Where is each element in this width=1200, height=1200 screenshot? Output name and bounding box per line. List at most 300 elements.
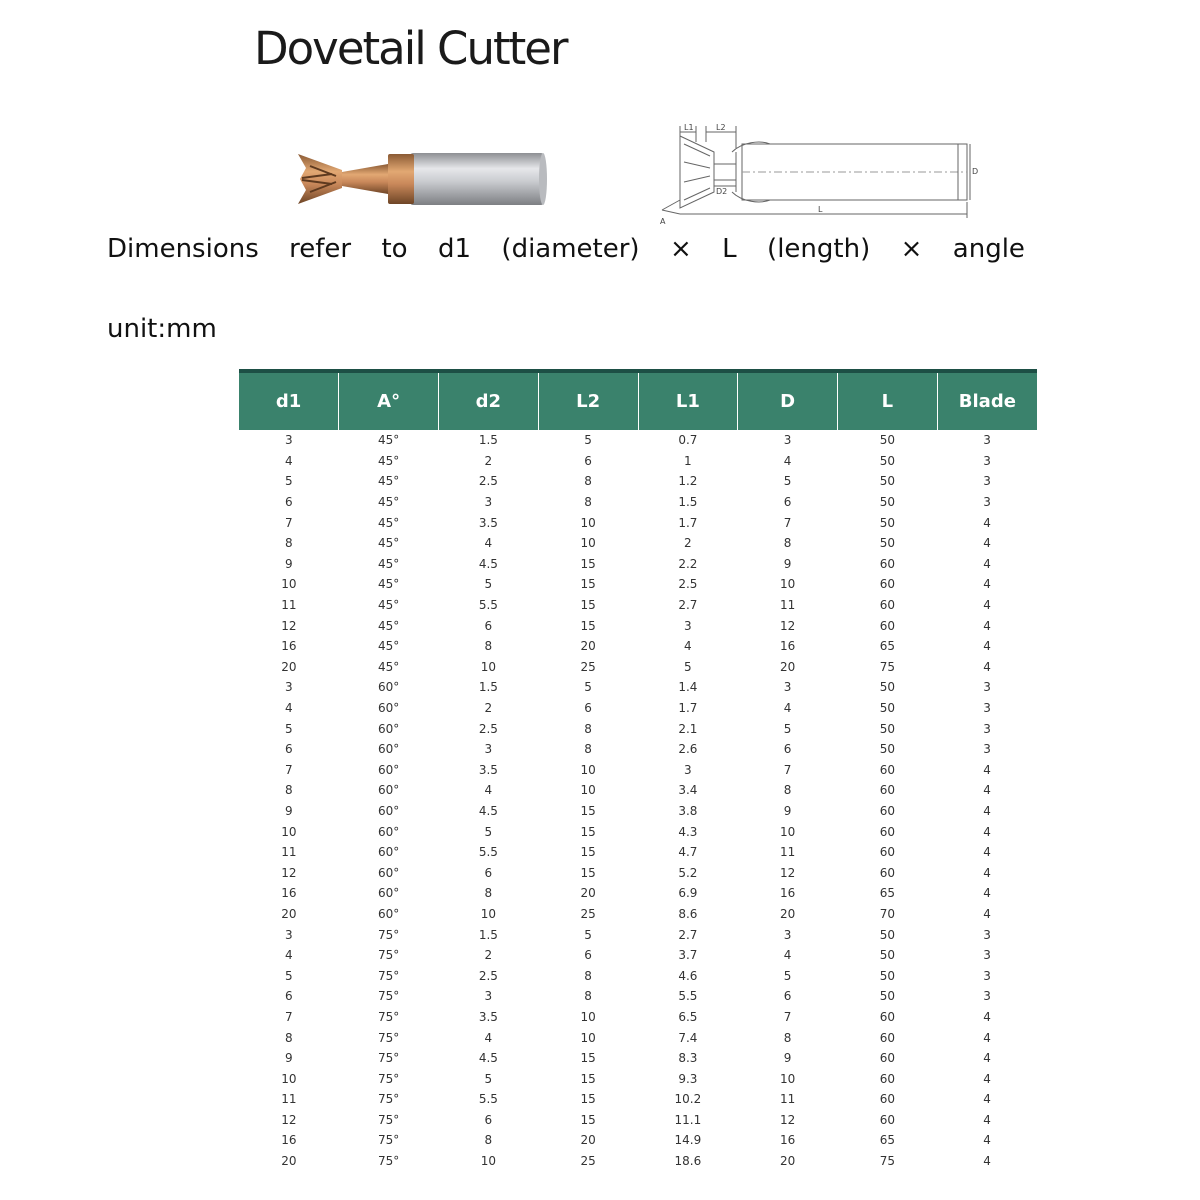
table-cell: 5: [285, 968, 293, 983]
table-cell: 60°: [377, 783, 400, 798]
table-cell: 7: [783, 515, 792, 530]
table-cell: 5: [584, 927, 592, 942]
table-cell: 10.2: [674, 1092, 702, 1107]
table-cell: 5.2: [678, 865, 698, 880]
table-cell: 8: [584, 721, 592, 736]
table-row: [239, 904, 1037, 925]
table-cell: 7.4: [678, 1030, 698, 1045]
table-cell: 11: [779, 1092, 796, 1107]
table-cell: 8: [584, 474, 592, 489]
table-cell: 45°: [377, 618, 400, 633]
column-header: L1: [638, 373, 738, 430]
table-cell: 60°: [377, 762, 400, 777]
table-body: [239, 430, 1037, 1171]
dovetail-cutter-drawing: [640, 118, 985, 228]
table-cell: 3: [783, 433, 792, 448]
table-cell: 15: [580, 803, 596, 818]
table-cell: 20: [281, 659, 297, 674]
table-cell: 4.5: [478, 803, 498, 818]
table-cell: 50: [879, 701, 896, 716]
table-cell: 2.5: [678, 577, 698, 592]
table-cell: 50: [879, 515, 896, 530]
table-cell: 50: [879, 989, 896, 1004]
dimensions-word: d1: [437, 234, 472, 264]
table-cell: 2: [484, 453, 493, 468]
table-cell: 8: [584, 742, 592, 757]
table-cell: 60°: [377, 865, 400, 880]
table-cell: 4.5: [478, 556, 498, 571]
table-cell: 3: [684, 618, 692, 633]
table-cell: 5: [783, 721, 792, 736]
table-cell: 12: [281, 865, 297, 880]
table-cell: 60°: [377, 680, 400, 695]
table-row: [239, 492, 1037, 513]
table-cell: 8: [584, 495, 592, 510]
table-cell: 3: [983, 495, 991, 510]
table-cell: 9.3: [678, 1071, 698, 1086]
table-cell: 10: [281, 577, 297, 592]
table-cell: 4: [484, 536, 493, 551]
table-cell: 45°: [377, 495, 400, 510]
table-cell: 60: [879, 556, 896, 571]
dimensions-word: L: [722, 234, 737, 264]
table-cell: 9: [783, 556, 792, 571]
table-cell: 60°: [377, 886, 400, 901]
table-cell: 60: [879, 762, 896, 777]
table-cell: 9: [285, 556, 293, 571]
table-cell: 0.7: [678, 433, 698, 448]
table-cell: 3: [484, 742, 493, 757]
table-cell: 1.7: [678, 515, 698, 530]
table-cell: 20: [580, 886, 596, 901]
table-cell: 4: [983, 845, 991, 860]
table-cell: 15: [580, 618, 596, 633]
table-cell: 4: [484, 783, 493, 798]
table-cell: 5: [783, 474, 792, 489]
table-cell: 25: [580, 906, 596, 921]
table-cell: 3.8: [678, 803, 698, 818]
table-cell: 8: [783, 536, 792, 551]
table-cell: 1.5: [478, 680, 498, 695]
table-cell: 10: [480, 906, 497, 921]
table-cell: 10: [480, 1154, 497, 1169]
table-cell: 8: [285, 783, 293, 798]
table-cell: 3: [983, 721, 991, 736]
column-header: A°: [339, 373, 439, 430]
table-cell: 12: [779, 618, 796, 633]
table-row: [239, 780, 1037, 801]
table-cell: 4: [783, 453, 792, 468]
table-row: [239, 554, 1037, 575]
table-cell: 11: [281, 1092, 297, 1107]
table-cell: 50: [879, 927, 896, 942]
table-cell: 75°: [377, 1051, 400, 1066]
table-cell: 60°: [377, 742, 400, 757]
table-cell: 5: [584, 680, 592, 695]
table-cell: 6.5: [678, 1009, 698, 1024]
table-cell: 45°: [377, 453, 400, 468]
table-header-row: [239, 373, 1037, 430]
table-cell: 2.2: [678, 556, 698, 571]
table-cell: 10: [580, 783, 596, 798]
column-header: Blade: [937, 373, 1037, 430]
table-cell: 45°: [377, 598, 400, 613]
table-row: [239, 821, 1037, 842]
table-row: [239, 945, 1037, 966]
table-cell: 75°: [377, 1133, 400, 1148]
table-cell: 9: [285, 1051, 293, 1066]
table-cell: 3: [285, 433, 293, 448]
table-row: [239, 739, 1037, 760]
table-cell: 4: [983, 659, 991, 674]
table-cell: 4.6: [678, 968, 698, 983]
table-cell: 6: [484, 865, 493, 880]
table-cell: 15: [580, 556, 596, 571]
table-cell: 20: [779, 1154, 796, 1169]
table-row: [239, 965, 1037, 986]
table-cell: 65: [879, 639, 896, 654]
table-cell: 8: [484, 639, 493, 654]
d2-label: D2: [716, 187, 728, 196]
table-cell: 8: [584, 989, 592, 1004]
table-cell: 3: [783, 927, 792, 942]
table-cell: 10: [580, 536, 596, 551]
table-cell: 20: [580, 1133, 596, 1148]
table-cell: 10: [281, 824, 297, 839]
table-cell: 4: [983, 1112, 991, 1127]
dimensions-word: to: [381, 234, 408, 264]
table-cell: 20: [779, 659, 796, 674]
table-row: [239, 636, 1037, 657]
table-cell: 14.9: [674, 1133, 702, 1148]
table-cell: 50: [879, 536, 896, 551]
table-cell: 3: [983, 989, 991, 1004]
table-cell: 20: [281, 1154, 297, 1169]
table-cell: 18.6: [674, 1154, 702, 1169]
table-cell: 4: [983, 1051, 991, 1066]
table-cell: 4: [983, 803, 991, 818]
table-cell: 4: [285, 453, 293, 468]
dimensions-word: (diameter): [501, 234, 640, 264]
table-cell: 6: [285, 989, 293, 1004]
table-cell: 12: [779, 865, 796, 880]
table-cell: 4: [983, 1030, 991, 1045]
table-cell: 6: [584, 701, 592, 716]
table-row: [239, 533, 1037, 554]
table-cell: 60: [879, 865, 896, 880]
table-cell: 60: [879, 783, 896, 798]
table-cell: 1.5: [678, 495, 698, 510]
table-cell: 25: [580, 659, 596, 674]
column-header: L: [838, 373, 938, 430]
table-cell: 45°: [377, 577, 400, 592]
table-row: [239, 1027, 1037, 1048]
table-cell: 4: [983, 886, 991, 901]
table-row: [239, 615, 1037, 636]
table-cell: 15: [580, 1092, 596, 1107]
table-cell: 4: [983, 906, 991, 921]
table-cell: 75°: [377, 1071, 400, 1086]
table-cell: 10: [480, 659, 497, 674]
table-cell: 5: [484, 824, 493, 839]
table-cell: 50: [879, 742, 896, 757]
table-cell: 10: [779, 824, 796, 839]
table-cell: 75: [879, 659, 896, 674]
l2-label: L2: [716, 123, 726, 132]
table-cell: 4: [684, 639, 692, 654]
table-cell: 9: [783, 1051, 792, 1066]
table-cell: 4: [983, 824, 991, 839]
table-cell: 3: [783, 680, 792, 695]
table-cell: 15: [580, 845, 596, 860]
table-cell: 11: [779, 598, 796, 613]
table-row: [239, 883, 1037, 904]
table-cell: 3: [983, 680, 991, 695]
dimensions-word: refer: [289, 234, 352, 264]
table-cell: 60: [879, 824, 896, 839]
table-cell: 4: [983, 762, 991, 777]
table-cell: 50: [879, 453, 896, 468]
dimensions-word: Dimensions: [107, 234, 259, 264]
dovetail-cutter-photo: [292, 150, 548, 208]
table-cell: 6: [783, 742, 792, 757]
table-row: [239, 842, 1037, 863]
table-cell: 6: [584, 453, 592, 468]
table-cell: 15: [580, 824, 596, 839]
table-cell: 60°: [377, 824, 400, 839]
table-cell: 3: [983, 701, 991, 716]
table-row: [239, 986, 1037, 1007]
table-cell: 2.6: [678, 742, 698, 757]
dimensions-word: ×: [669, 234, 692, 264]
table-cell: 65: [879, 886, 896, 901]
table-cell: 45°: [377, 515, 400, 530]
table-row: [239, 471, 1037, 492]
table-cell: 3: [983, 474, 991, 489]
table-cell: 4: [983, 1133, 991, 1148]
table-row: [239, 1089, 1037, 1110]
table-row: [239, 1151, 1037, 1172]
table-cell: 60: [879, 1030, 896, 1045]
table-cell: 4: [983, 1009, 991, 1024]
table-cell: 3: [684, 762, 692, 777]
table-cell: 3: [983, 968, 991, 983]
table-cell: 10: [580, 762, 596, 777]
table-cell: 3: [983, 453, 991, 468]
table-cell: 60°: [377, 803, 400, 818]
table-row: [239, 1007, 1037, 1028]
table-cell: 2.5: [478, 474, 498, 489]
table-cell: 7: [285, 762, 293, 777]
page-title: Dovetail Cutter: [254, 22, 567, 75]
table-cell: 3.4: [678, 783, 698, 798]
table-cell: 60: [879, 1092, 896, 1107]
table-cell: 25: [580, 1154, 596, 1169]
table-cell: 70: [879, 906, 896, 921]
table-cell: 1: [684, 453, 692, 468]
table-row: [239, 1130, 1037, 1151]
table-cell: 4: [783, 701, 792, 716]
table-cell: 2: [684, 536, 692, 551]
table-cell: 4: [983, 536, 991, 551]
table-cell: 15: [580, 865, 596, 880]
table-cell: 7: [783, 1009, 792, 1024]
table-cell: 3.7: [678, 948, 698, 963]
table-cell: 75°: [377, 1092, 400, 1107]
table-cell: 45°: [377, 536, 400, 551]
table-cell: 60°: [377, 845, 400, 860]
table-cell: 3.5: [478, 762, 498, 777]
table-cell: 3.5: [478, 515, 498, 530]
table-cell: 10: [779, 1071, 796, 1086]
table-cell: 20: [580, 639, 596, 654]
table-row: [239, 801, 1037, 822]
table-cell: 60: [879, 1051, 896, 1066]
table-cell: 4: [983, 865, 991, 880]
table-cell: 5: [684, 659, 692, 674]
table-row: [239, 1048, 1037, 1069]
table-cell: 7: [783, 762, 792, 777]
table-cell: 6.9: [678, 886, 698, 901]
table-cell: 12: [281, 618, 297, 633]
table-cell: 8: [584, 968, 592, 983]
table-cell: 50: [879, 948, 896, 963]
table-cell: 1.7: [678, 701, 698, 716]
table-cell: 2.1: [678, 721, 698, 736]
table-cell: 6: [783, 495, 792, 510]
table-cell: 1.4: [678, 680, 698, 695]
table-cell: 75°: [377, 968, 400, 983]
table-cell: 45°: [377, 639, 400, 654]
table-cell: 4: [983, 783, 991, 798]
table-cell: 4: [983, 1092, 991, 1107]
table-cell: 1.5: [478, 433, 498, 448]
table-cell: 4: [285, 948, 293, 963]
unit-label: unit:mm: [107, 314, 217, 344]
table-cell: 15: [580, 1071, 596, 1086]
table-row: [239, 760, 1037, 781]
table-cell: 20: [779, 906, 796, 921]
table-cell: 50: [879, 474, 896, 489]
table-cell: 4: [983, 556, 991, 571]
table-cell: 5: [783, 968, 792, 983]
table-cell: 65: [879, 1133, 896, 1148]
table-cell: 75°: [377, 927, 400, 942]
table-cell: 7: [285, 515, 293, 530]
angle-label: A: [660, 217, 666, 226]
table-cell: 15: [580, 1051, 596, 1066]
table-cell: 6: [783, 989, 792, 1004]
table-cell: 45°: [377, 474, 400, 489]
table-row: [239, 924, 1037, 945]
table-cell: 11: [779, 845, 796, 860]
table-cell: 4.7: [678, 845, 698, 860]
table-cell: 8: [783, 1030, 792, 1045]
table-cell: 60: [879, 845, 896, 860]
table-cell: 75°: [377, 1154, 400, 1169]
table-cell: 4: [983, 1154, 991, 1169]
table-cell: 45°: [377, 659, 400, 674]
table-cell: 12: [281, 1112, 297, 1127]
table-cell: 1.2: [678, 474, 698, 489]
table-row: [239, 677, 1037, 698]
table-cell: 6: [285, 495, 293, 510]
table-cell: 5.5: [478, 1092, 498, 1107]
table-cell: 7: [285, 1009, 293, 1024]
table-cell: 6: [584, 948, 592, 963]
table-cell: 1.5: [478, 927, 498, 942]
table-cell: 60: [879, 577, 896, 592]
table-cell: 45°: [377, 433, 400, 448]
table-cell: 4: [983, 598, 991, 613]
table-cell: 75°: [377, 989, 400, 1004]
table-cell: 5: [484, 577, 493, 592]
column-header: D: [738, 373, 838, 430]
table-row: [239, 718, 1037, 739]
table-cell: 75: [879, 1154, 896, 1169]
table-row: [239, 595, 1037, 616]
table-cell: 75°: [377, 1030, 400, 1045]
table-cell: 3: [285, 927, 293, 942]
table-cell: 60°: [377, 701, 400, 716]
table-cell: 3: [983, 742, 991, 757]
table-cell: 5.5: [478, 598, 498, 613]
table-cell: 20: [281, 906, 297, 921]
table-cell: 16: [779, 639, 796, 654]
dimensions-word: (length): [767, 234, 871, 264]
table-cell: 4.5: [478, 1051, 498, 1066]
table-cell: 16: [779, 1133, 796, 1148]
table-cell: 60°: [377, 721, 400, 736]
table-row: [239, 451, 1037, 472]
table-cell: 5: [285, 721, 293, 736]
table-cell: 4: [285, 701, 293, 716]
table-cell: 16: [281, 1133, 297, 1148]
table-cell: 5.5: [678, 989, 698, 1004]
table-cell: 3: [285, 680, 293, 695]
table-cell: 2: [484, 701, 493, 716]
table-cell: 16: [281, 886, 297, 901]
table-row: [239, 698, 1037, 719]
table-cell: 60: [879, 1112, 896, 1127]
table-cell: 60°: [377, 906, 400, 921]
table-row: [239, 512, 1037, 533]
table-cell: 4: [983, 639, 991, 654]
table-cell: 75°: [377, 948, 400, 963]
column-header: d1: [239, 373, 339, 430]
table-cell: 50: [879, 721, 896, 736]
table-cell: 15: [580, 598, 596, 613]
l-label: L: [818, 205, 823, 214]
table-cell: 4: [983, 515, 991, 530]
column-header: d2: [439, 373, 539, 430]
d-label: D: [972, 167, 979, 176]
table-cell: 8: [783, 783, 792, 798]
table-cell: 10: [580, 515, 596, 530]
dimensions-note: [107, 234, 1025, 264]
table-cell: 5: [484, 1071, 493, 1086]
table-cell: 50: [879, 968, 896, 983]
table-cell: 16: [779, 886, 796, 901]
table-cell: 10: [580, 1009, 596, 1024]
table-cell: 60: [879, 1071, 896, 1086]
table-cell: 2.7: [678, 927, 698, 942]
l1-label: L1: [684, 123, 694, 132]
table-cell: 8: [285, 536, 293, 551]
table-cell: 4: [783, 948, 792, 963]
table-cell: 15: [580, 1112, 596, 1127]
table-cell: 2.7: [678, 598, 698, 613]
